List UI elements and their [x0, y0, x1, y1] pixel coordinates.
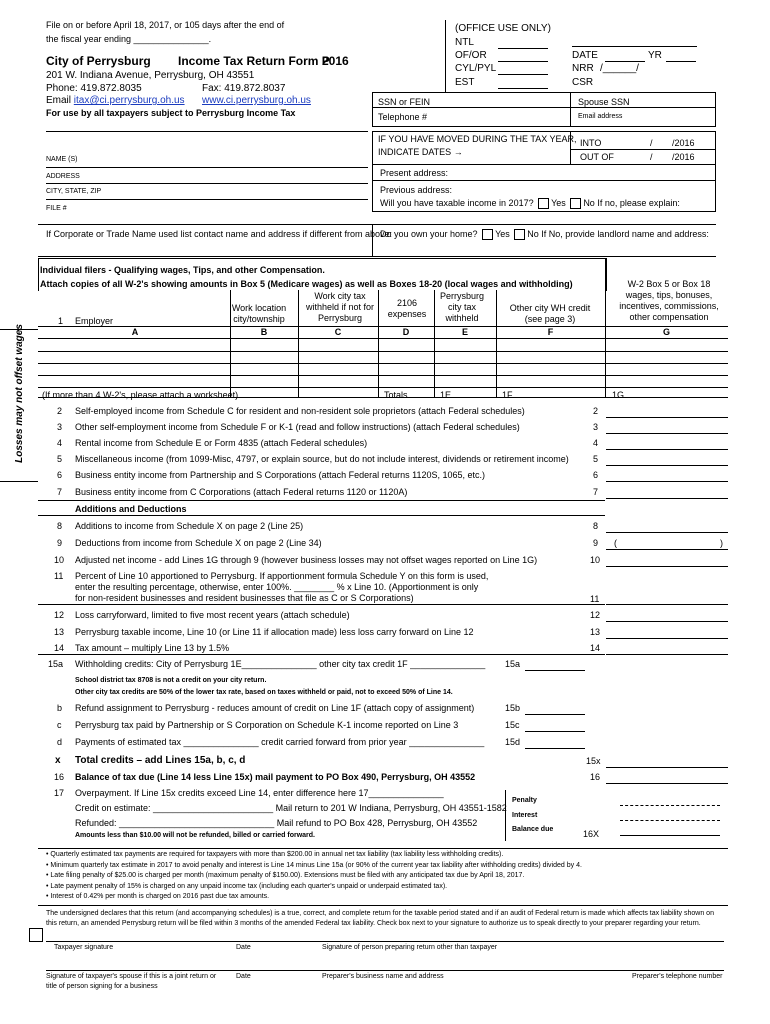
- col-work-city-tax: Work city tax withheld if not for Perrysburg: [305, 291, 375, 323]
- additions-heading: Additions and Deductions: [75, 504, 187, 514]
- line-17-text: Overpayment. If Line 15x credits exceed Line 14, enter difference here 17_______________: [75, 788, 444, 798]
- authorize-preparer-checkbox[interactable]: [29, 928, 43, 942]
- note-item: • Quarterly estimated tax payments are required for taxpayers with more than $200.00 in annual net tax liability (tax liability less withholding credits).: [46, 851, 504, 858]
- present-address-label: Present address:: [380, 168, 449, 178]
- line-8-text: Additions to income from Schedule X on page 2 (Line 25): [75, 521, 304, 531]
- own-home-no-checkbox[interactable]: [514, 229, 525, 240]
- line-ref: 7: [593, 487, 599, 497]
- line-15a-number: 15a: [48, 659, 64, 669]
- school-tax-note: School district tax 8708 is not a credit on your city return.: [75, 677, 267, 684]
- more-than-4-note: (If more than 4 W-2's, please attach a worksheet): [42, 390, 239, 400]
- spouse-signature-label-1: Signature of taxpayer's spouse if this is a joint return or: [46, 973, 217, 980]
- line-ref: 2: [593, 406, 599, 416]
- previous-address-field[interactable]: [460, 182, 710, 194]
- wage-row[interactable]: [40, 352, 728, 362]
- office-nrr: NRR: [572, 63, 594, 74]
- taxable-2017-row: Will you have taxable income in 2017? Yes No If no, please explain:: [380, 198, 680, 208]
- line-15c-text: Perrysburg tax paid by Partnership or S Corporation on Schedule K-1 income reported on Line 3: [75, 720, 459, 730]
- city-fax: Fax: 419.872.8037: [202, 83, 286, 94]
- letter-b: B: [260, 327, 268, 337]
- city-address: 201 W. Indiana Avenue, Perrysburg, OH 43551: [46, 70, 255, 81]
- own-home-yes-checkbox[interactable]: [482, 229, 493, 240]
- penalty-label: Penalty: [512, 797, 537, 804]
- penalty-box: [505, 790, 728, 841]
- taxpayer-signature-label: Taxpayer signature: [54, 944, 114, 951]
- email-address-label: Email address: [578, 113, 623, 120]
- letter-a: A: [131, 327, 139, 337]
- note-item: • Late filing penalty of $25.00 is charged per month (maximum penalty of $150.00). Extensions must be filed with any anticipated tax due by April 18, 2017.: [46, 872, 525, 879]
- office-est: EST: [455, 77, 475, 88]
- line-ref: 5: [593, 454, 599, 464]
- letter-d: D: [402, 327, 410, 337]
- balance-due-label: Balance due: [512, 826, 554, 833]
- credit-on-estimate: Credit on estimate: ________________________ Mail return to 201 W Indiana, Perrysburg, OH 43551-1582: [75, 803, 507, 813]
- office-ntl: NTL: [455, 37, 474, 48]
- ssn-label: SSN or FEIN: [378, 97, 431, 107]
- line-amount-field[interactable]: [606, 465, 728, 466]
- moved-label-2-row: INDICATE DATES →: [378, 147, 463, 157]
- line-text: Business entity income from Partnership and S Corporations (attach Federal returns 1120S, 1065, etc.): [75, 470, 486, 480]
- line-10-text: Adjusted net income - add Lines 1G through 9 (however business losses may not offset wages reported on Line 1G): [75, 555, 538, 565]
- line-number: 7: [57, 487, 63, 497]
- line-amount-field[interactable]: [606, 449, 728, 450]
- bullet-icon: •: [46, 872, 51, 879]
- city-phone: Phone: 419.872.8035: [46, 83, 142, 94]
- totals-label: Totals: [384, 390, 408, 400]
- declaration-line-2: this return, an amended Perrysburg return will be filed within 3 months of the amended Federal tax liability. Check box next to your signature to authorize us to speak directly to your preparer regarding your return.: [46, 920, 701, 927]
- line-ref: 6: [593, 470, 599, 480]
- wage-row[interactable]: [40, 339, 728, 350]
- taxable-yes-checkbox[interactable]: [538, 198, 549, 209]
- city-field[interactable]: [46, 184, 368, 198]
- line-15a-text: Withholding credits: City of Perrysburg 1E_______________ other city tax credit 1F _______________: [75, 659, 486, 669]
- line-11-text-3: for non-resident businesses and resident businesses that file as C or S Corporations): [75, 593, 414, 603]
- line-12-text: Loss carryforward, limited to five most recent years (attach schedule): [75, 610, 350, 620]
- line-ref: 3: [593, 422, 599, 432]
- line-16x: 16X: [583, 829, 600, 839]
- col-line-1: 1: [58, 316, 64, 326]
- line-amount-field[interactable]: [606, 417, 728, 418]
- preparer-signature-label: Signature of person preparing return other than taxpayer: [322, 944, 498, 951]
- line-ref: 4: [593, 438, 599, 448]
- line-number: 3: [57, 422, 63, 432]
- total-1g: 1G: [612, 390, 625, 400]
- total-1e: 1E: [440, 390, 452, 400]
- own-home-row: Do you own your home? Yes No If No, provide landlord name and address:: [380, 229, 709, 239]
- corporate-name-label: If Corporate or Trade Name used list contact name and address if different from above:: [46, 229, 393, 239]
- line-text: Self-employed income from Schedule C for resident and non-resident sole proprietors (attach Federal schedules): [75, 406, 525, 416]
- file-label: FILE #: [46, 205, 67, 212]
- col-work-location: Work location city/township: [231, 303, 287, 324]
- telephone-label: Telephone #: [378, 112, 428, 122]
- line-text: Rental income from Schedule E or Form 4835 (attach Federal schedules): [75, 438, 368, 448]
- office-date: DATE: [572, 50, 598, 61]
- date-label: Date: [236, 944, 251, 951]
- moved-label-1: IF YOU HAVE MOVED DURING THE TAX YEAR,: [378, 134, 577, 144]
- present-address-field[interactable]: [460, 166, 710, 179]
- line-14-text: Tax amount – multiply Line 13 by 1.5%: [75, 643, 230, 653]
- wage-row[interactable]: [40, 376, 728, 386]
- bullet-icon: •: [46, 851, 51, 858]
- losses-side-label: Losses may not offset wages: [13, 324, 25, 463]
- col-perrysburg-tax: Perrysburg city tax withheld: [439, 291, 484, 323]
- email-link[interactable]: itax@ci.perrysburg.oh.us: [73, 95, 185, 106]
- line-amount-field[interactable]: [606, 481, 728, 482]
- spouse-signature-field[interactable]: [50, 955, 220, 969]
- email-label: Email: [46, 95, 72, 106]
- line-number: 6: [57, 470, 63, 480]
- office-use-title: (OFFICE USE ONLY): [455, 23, 551, 34]
- min-refund-note: Amounts less than $10.00 will not be refunded, billed or carried forward.: [75, 832, 315, 839]
- address-field[interactable]: [46, 168, 368, 182]
- preparer-business-label: Preparer's business name and address: [322, 973, 444, 980]
- preparer-phone-label: Preparer's telephone number: [632, 973, 723, 980]
- office-ofor: OF/OR: [455, 50, 487, 61]
- line-number: 2: [57, 406, 63, 416]
- office-cylpyl: CYL/PYL: [455, 63, 497, 74]
- into-year: /2016: [672, 138, 695, 148]
- line-11-text-1: Percent of Line 10 apportioned to Perrysburg. If apportionment formula Schedule Y on this form is used,: [75, 571, 489, 581]
- letter-f: F: [547, 327, 554, 337]
- line-text: Business entity income from C Corporations (attach Federal returns 1120 or 1120A): [75, 487, 408, 497]
- line-15d-text: Payments of estimated tax _______________ credit carried forward from prior year _______________: [75, 737, 485, 747]
- line-text: Other self-employment income from Schedule F or K-1 (read and follow instructions) (attach Federal schedules): [75, 422, 520, 432]
- line-text: Miscellaneous income (from 1099-Misc, 4797, or explain source, but do not include interest, dividends or retirement income): [75, 454, 569, 464]
- line-amount-field[interactable]: [606, 433, 728, 434]
- col-employer: Employer: [75, 316, 114, 326]
- name-label: NAME (S): [46, 156, 78, 163]
- line-16-text: Balance of tax due (Line 14 less Line 15x) mail payment to PO Box 490, Perrysburg, OH 43552: [75, 772, 476, 782]
- line-15x-text: Total credits – add Lines 15a, b, c, d: [75, 755, 246, 766]
- wages-heading-1: Individual filers - Qualifying wages, Tips, and other Compensation.: [40, 265, 325, 275]
- address-label: ADDRESS: [46, 173, 80, 180]
- line-number: 5: [57, 454, 63, 464]
- wages-heading-2: Attach copies of all W-2's showing amounts in Box 5 (Medicare wages) as well as Boxes 18-20 (local wages and withholding): [40, 279, 573, 289]
- city-title: City of Perrysburg: [46, 54, 151, 68]
- line-amount-field[interactable]: [606, 498, 728, 499]
- col-2106: 2106 expenses: [387, 298, 427, 319]
- office-csr: CSR: [572, 77, 594, 88]
- filing-deadline-line1: File on or before April 18, 2017, or 105 days after the end of: [46, 20, 285, 30]
- city-label: CITY, STATE, ZIP: [46, 188, 102, 195]
- line-13-text: Perrysburg taxable income, Line 10 (or Line 11 if allocation made) less loss carry forward on Line 12: [75, 627, 474, 637]
- form-title: Income Tax Return Form P: [178, 54, 330, 68]
- bullet-icon: •: [46, 882, 51, 890]
- form-subtitle: For use by all taxpayers subject to Perrysburg Income Tax: [46, 108, 296, 118]
- name-field[interactable]: [46, 132, 368, 166]
- note-item: • Minimum quarterly tax estimate in 2017 to avoid penalty and interest is Line 14 minus Line 15a (or 90% of the current year tax liability after withholding credits) divided by 4.: [46, 861, 582, 869]
- letter-c: C: [334, 327, 342, 337]
- bullet-icon: •: [46, 893, 51, 900]
- other-city-credit-note: Other city tax credits are 50% of the lower tax rate, based on taxes withheld or paid, not to exceed 50% of Line 14.: [75, 689, 453, 696]
- website-link[interactable]: www.ci.perrysburg.oh.us: [202, 95, 311, 106]
- spouse-ssn-label: Spouse SSN: [578, 97, 630, 107]
- wage-row[interactable]: [40, 364, 728, 374]
- note-item: • Interest of 0.42% per month is charged on 2016 past due tax amounts.: [46, 893, 270, 900]
- out-of-year: /2016: [672, 152, 695, 162]
- line-15b-text: Refund assignment to Perrysburg - reduces amount of credit on Line 1F (attach copy of assignment): [75, 703, 475, 713]
- line-number: 4: [57, 438, 63, 448]
- form-year: 2016: [322, 54, 349, 68]
- into-label: INTO: [580, 138, 602, 148]
- arrow-right-icon: →: [453, 147, 463, 157]
- previous-address-label: Previous address:: [380, 185, 453, 195]
- refunded-line: Refunded: _______________________________ Mail refund to PO Box 428, Perrysburg, OH 43552: [75, 818, 478, 828]
- col-other-city: Other city WH credit (see page 3): [509, 303, 591, 324]
- interest-label: Interest: [512, 812, 538, 819]
- taxpayer-signature-field[interactable]: [50, 926, 220, 940]
- out-of-label: OUT OF: [580, 152, 614, 162]
- taxable-no-checkbox[interactable]: [570, 198, 581, 209]
- office-yr: YR: [648, 50, 662, 61]
- note-item: • Late payment penalty of 15% is charged on any unpaid income tax (including each quarter's unpaid or underpaid estimated tax).: [46, 882, 448, 890]
- declaration-line-1: The undersigned declares that this return (and accompanying schedules) is a true, correct, and complete return for the taxable period stated and if an audit of Federal return is made which affects tax liability shown on: [46, 910, 714, 917]
- letter-g: G: [662, 327, 670, 337]
- bullet-icon: •: [46, 861, 51, 869]
- email-row: [46, 95, 185, 106]
- date-label-2: Date: [236, 973, 251, 980]
- filing-deadline-line2: the fiscal year ending _______________.: [46, 34, 212, 44]
- spouse-signature-label-2: title of person signing for a business: [46, 983, 158, 990]
- line-11-text-2: enter the resulting percentage, otherwise, enter 100%. ________ % x Line 10. (Apportionment is only: [75, 582, 479, 592]
- letter-e: E: [461, 327, 468, 337]
- total-1f: 1F: [502, 390, 513, 400]
- col-w2-wages: W-2 Box 5 or Box 18 wages, tips, bonuses, incentives, commissions, other compensation: [619, 279, 719, 322]
- line-9-text: Deductions from income from Schedule X on page 2 (Line 34): [75, 538, 322, 548]
